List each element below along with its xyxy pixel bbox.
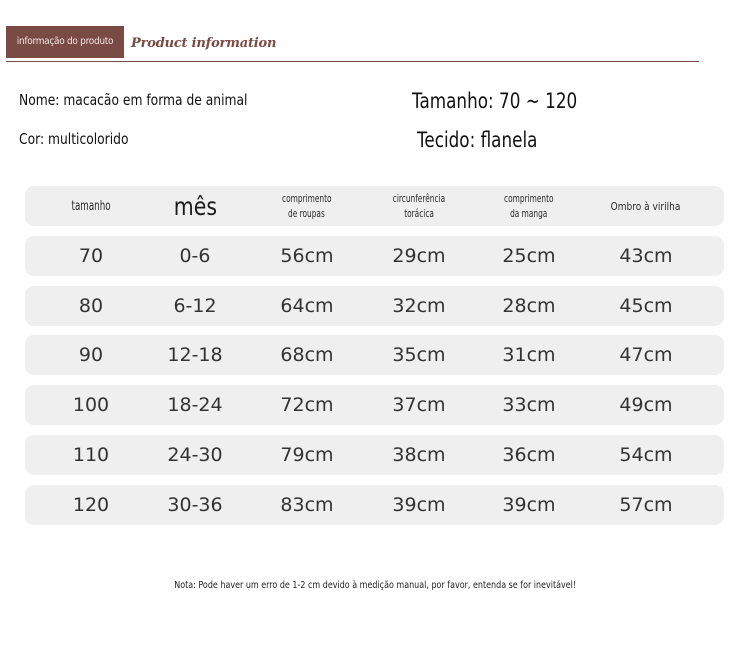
cell-torax: 39cm: [392, 494, 446, 516]
section-badge: informação do produto: [6, 26, 124, 58]
cell-mes: 30-36: [167, 494, 223, 516]
cell-comprimento: 68cm: [280, 344, 334, 366]
cell-tamanho: 100: [72, 394, 110, 416]
table-row: [25, 435, 724, 475]
cell-manga: 31cm: [502, 344, 556, 366]
cell-tamanho: 80: [78, 295, 104, 317]
measurement-note: Nota: Pode haver um erro de 1-2 cm devido à medição manual, por favor, entenda se for inevitável!: [174, 580, 576, 591]
cell-comprimento: 83cm: [280, 494, 334, 516]
table-row: [25, 335, 724, 375]
cell-mes: 12-18: [167, 344, 223, 366]
table-row: [25, 286, 724, 326]
size-table-header: [25, 186, 724, 226]
cell-comprimento: 56cm: [280, 245, 334, 267]
product-size-range: Tamanho: 70 ~ 120: [412, 89, 578, 113]
cell-torax: 32cm: [392, 295, 446, 317]
cell-manga: 33cm: [502, 394, 556, 416]
header-comprimento-manga: comprimento da manga: [504, 192, 554, 220]
product-name: Nome: macacão em forma de animal: [19, 91, 248, 109]
cell-torax: 38cm: [392, 444, 446, 466]
cell-tamanho: 90: [78, 344, 104, 366]
section-title-en: Product information: [131, 36, 277, 51]
cell-manga: 28cm: [502, 295, 556, 317]
header-mes: mês: [173, 191, 217, 221]
cell-mes: 18-24: [167, 394, 223, 416]
cell-mes: 0-6: [179, 245, 211, 267]
cell-mes: 6-12: [173, 295, 217, 317]
cell-torax: 29cm: [392, 245, 446, 267]
product-color: Cor: multicolorido: [19, 130, 129, 148]
cell-ombro-virilha: 45cm: [619, 295, 673, 317]
cell-torax: 35cm: [392, 344, 446, 366]
header-ombro-virilha: Ombro à virilha: [611, 199, 681, 213]
product-fabric: Tecido: flanela: [417, 128, 538, 152]
cell-ombro-virilha: 43cm: [619, 245, 673, 267]
cell-ombro-virilha: 49cm: [619, 394, 673, 416]
table-row: [25, 485, 724, 525]
header-circunferencia-toracica: circunferência torácica: [392, 192, 446, 220]
cell-comprimento: 64cm: [280, 295, 334, 317]
table-row: [25, 385, 724, 425]
cell-ombro-virilha: 54cm: [619, 444, 673, 466]
cell-comprimento: 79cm: [280, 444, 334, 466]
cell-tamanho: 120: [72, 494, 110, 516]
cell-ombro-virilha: 47cm: [619, 344, 673, 366]
cell-manga: 25cm: [502, 245, 556, 267]
cell-tamanho: 70: [78, 245, 104, 267]
cell-manga: 39cm: [502, 494, 556, 516]
table-row: [25, 236, 724, 276]
cell-torax: 37cm: [392, 394, 446, 416]
cell-comprimento: 72cm: [280, 394, 334, 416]
cell-ombro-virilha: 57cm: [619, 494, 673, 516]
cell-tamanho: 110: [72, 444, 110, 466]
header-tamanho: tamanho: [71, 198, 111, 214]
header-comprimento-roupas: comprimento de roupas: [282, 192, 332, 220]
cell-mes: 24-30: [167, 444, 223, 466]
header-divider: [6, 61, 699, 62]
cell-manga: 36cm: [502, 444, 556, 466]
